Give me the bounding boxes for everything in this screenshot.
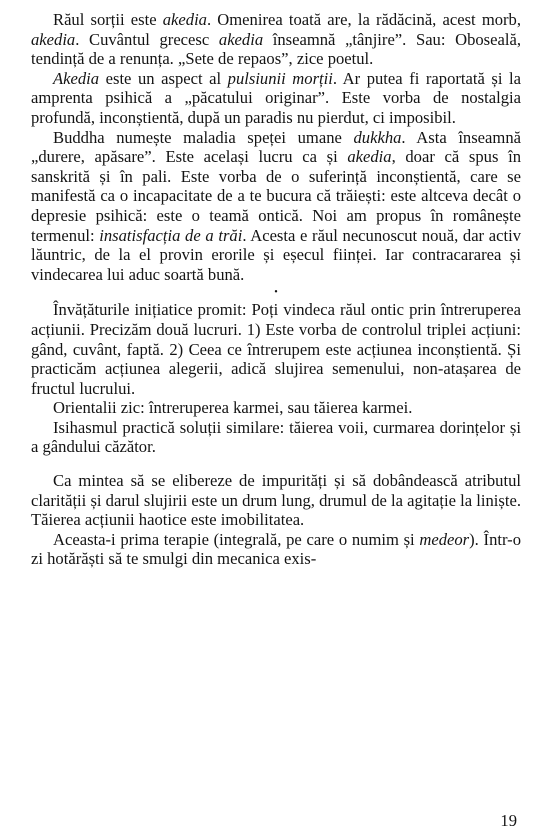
text-run: Ca mintea să se elibereze de impurități și să dobândească atributul clarității și darul slujirii este un drum lung, drumul de la agitație la liniște. Tăierea acțiunii haotice este imobilitatea. — [31, 471, 521, 530]
text-run: Isihasmul practică soluții similare: tăierea voii, curmarea dorințelor și a gândului căzător. — [31, 417, 521, 457]
text-run: . Asta înseamnă „durere, apăsare”. Este același lucru ca și — [31, 127, 521, 167]
text-run: Învățăturile inițiatice promit: Poți vindeca răul ontic prin întreruperea acțiunii. Precizăm două lucruri. 1) Este vorba de controlul triplei acțiuni: gând, cuvânt, faptă. 2) Ceea ce întrerupem este acțiunea inconștientă. Și practicăm acțiunea alegerii, adică slujirea semenului, non-atașarea de fructul lucrului. — [31, 300, 521, 398]
section-separator-dot: • — [274, 287, 278, 299]
paragraph — [31, 128, 521, 285]
text-run: este un aspect al — [99, 68, 228, 88]
italic-term: Akedia — [53, 68, 100, 88]
italic-term: akedia — [347, 147, 392, 167]
text-run: . Omenirea toată are, la rădăcină, acest morb, — [206, 10, 521, 29]
italic-term: dukkha — [353, 127, 402, 147]
text-run: Aceasta-i prima terapie (integrală, pe care o numim și — [53, 529, 420, 549]
paragraph — [31, 418, 521, 457]
text-run: Răul sorții este — [53, 10, 163, 29]
text-run: . Cuvântul grecesc — [75, 29, 219, 49]
text-run: înseamnă „tânjire”. Sau: Oboseală, tendință de a renunța. „Sete de repaos”, zice poetul. — [31, 29, 521, 69]
paragraph — [31, 10, 521, 69]
italic-term: medeor — [419, 529, 470, 549]
text-run: Orientalii zic: întreruperea karmei, sau tăierea karmei. — [53, 398, 413, 418]
text-run: . Acesta e răul necunoscut nouă, dar activ lăuntric, de la el provin erorile și eșecul ființei. Iar contracararea și vindecarea lui aduc soartă bună. — [31, 225, 521, 284]
paragraph — [31, 398, 521, 418]
text-run: ). Într-o zi hotărăști să te smulgi din mecanica exis- — [31, 529, 521, 569]
text-run: , doar că spus în sanskrită și în pali. Este vorba de o suferință inconștientă, care se manifestă ca o incapacitate de a te bucura că trăiești: este altceva decât o depresie psihică: este o teamă ontică. Noi am propus în românește termenul: — [31, 147, 521, 245]
page-number: 19 — [500, 811, 517, 830]
italic-term: insatisfacția de a trăi — [99, 225, 243, 245]
paragraph — [31, 300, 521, 398]
paragraph — [31, 471, 521, 530]
italic-term: akedia — [218, 29, 264, 49]
paragraph — [31, 69, 521, 128]
text-run: . Ar putea fi raportată și la amprenta psihică a „păcatului originar”. Este vorba de nostalgia profundă, inconștientă, după un paradis nu pierdut, ci imposibil. — [31, 68, 521, 127]
paragraph — [31, 530, 521, 569]
section-gap — [31, 457, 521, 471]
italic-term: pulsiunii morții — [227, 68, 333, 88]
italic-term: akedia — [31, 29, 76, 49]
italic-term: akedia — [162, 10, 207, 29]
page-body-text — [31, 10, 521, 569]
text-run: Buddha numește maladia speței umane — [53, 127, 354, 147]
